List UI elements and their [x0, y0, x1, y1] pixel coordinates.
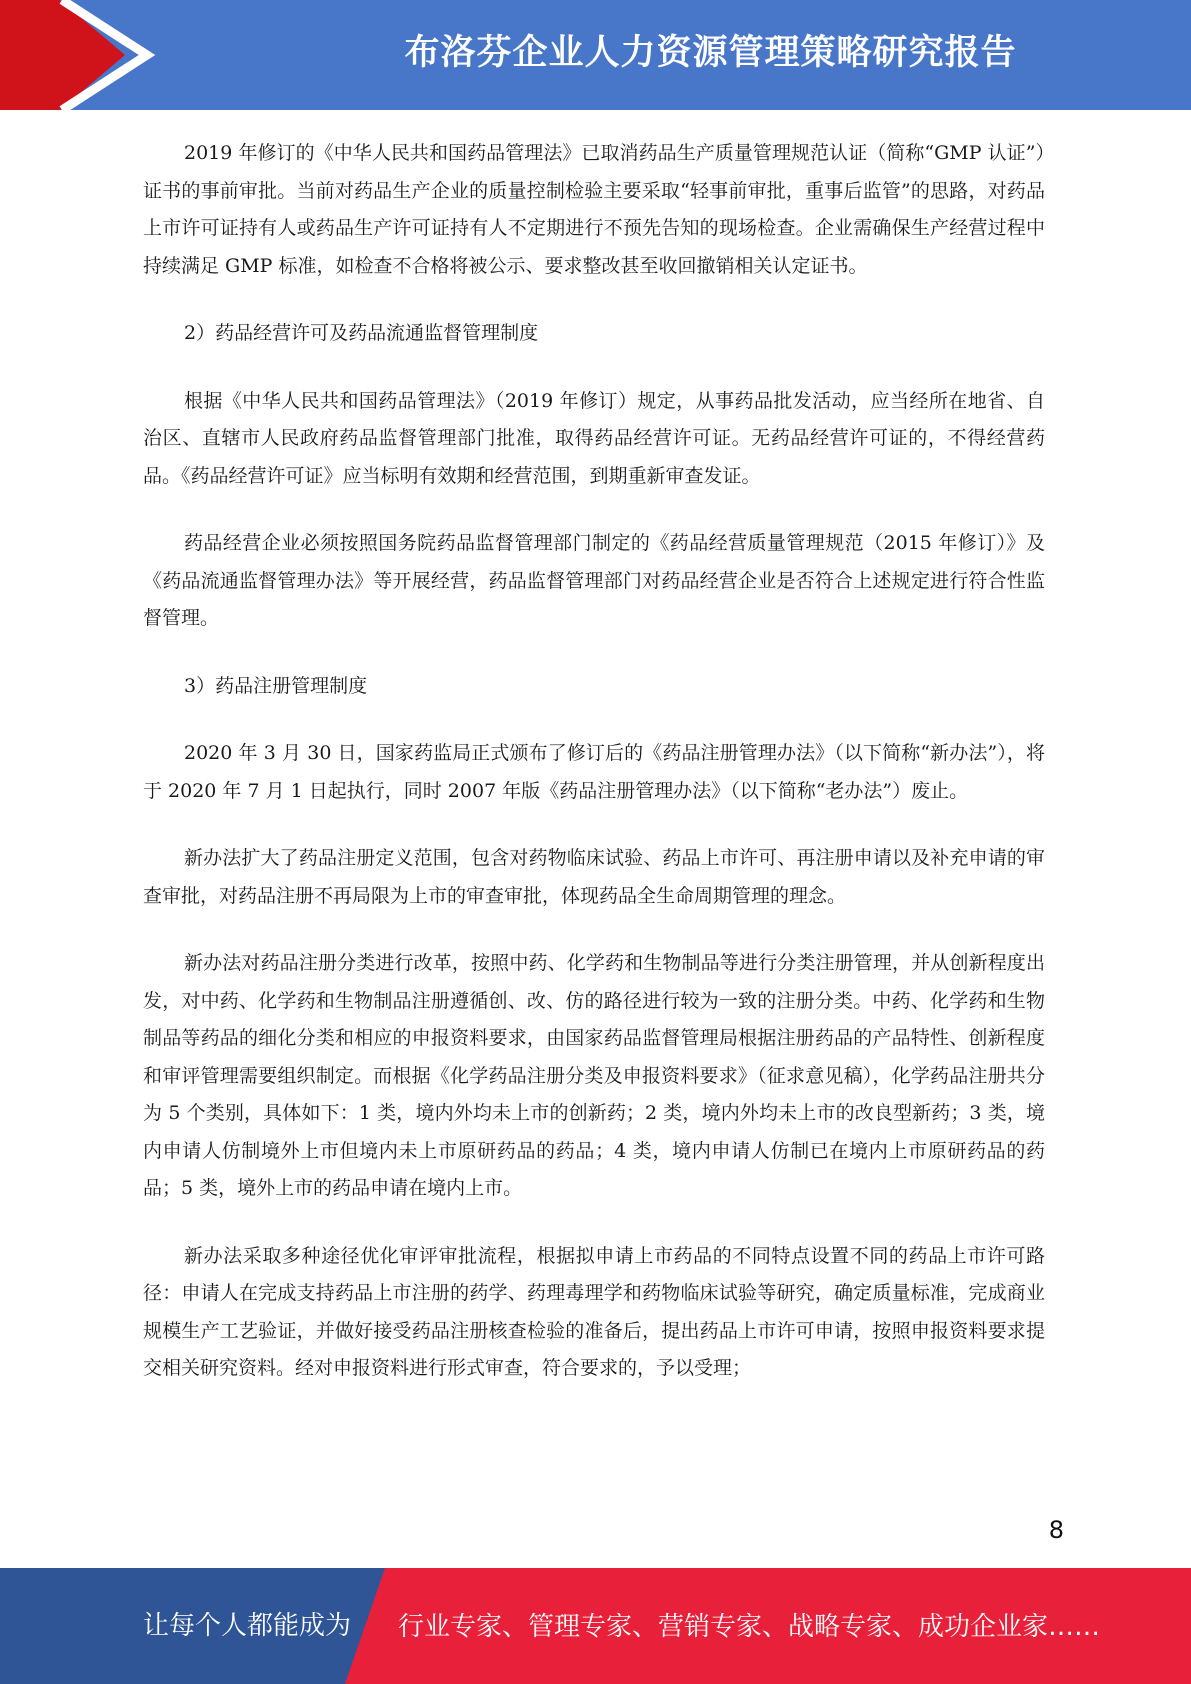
paragraph-scope: 新办法扩大了药品注册定义范围，包含对药物临床试验、药品上市许可、再注册申请以及补充申请的审查审批，对药品注册不再局限为上市的审查审批，体现药品全生命周期管理的理念。: [143, 847, 1045, 907]
footer-slogan-left: 让每个人都能成为: [143, 1611, 352, 1641]
paragraph-business-license: 根据《中华人民共和国药品管理法》（2019 年修订）规定，从事药品批发活动，应当经所在地省、自治区、直辖市人民政府药品监督管理部门批准，取得药品经营许可证。无药品经营许可证的，不得经营药品。《药品经营许可证》应当标明有效期和经营范围，到期重新审查发证。: [143, 389, 1045, 487]
page-footer: [0, 1568, 1191, 1684]
section-heading-distribution: 2）药品经营许可及药品流通监督管理制度: [184, 322, 539, 344]
paragraph-review-process: 新办法采取多种途径优化审评审批流程，根据拟申请上市药品的不同特点设置不同的药品上市许可路径：申请人在完成支持药品上市注册的药学、药理毒理学和药物临床试验等研究，确定质量标准，完成商业规模生产工艺验证，并做好接受药品注册核查检验的准备后，提出药品上市许可申请，按照申报资料要求提交相关研究资料。经对申报资料进行形式审查，符合要求的，予以受理；: [143, 1244, 1045, 1379]
section-heading-registration: 3）药品注册管理制度: [184, 674, 368, 697]
paragraph-gmp: 2019 年修订的《中华人民共和国药品管理法》已取消药品生产质量管理规范认证（简称“GMP 认证”）证书的事前审批。当前对药品生产企业的质量控制检验主要采取“轻事前审批，重事后监管”的思路，对药品上市许可证持有人或药品生产许可证持有人不定期进行不预先告知的现场检查。企业需确保生产经营过程中持续满足 GMP 标准，如检查不合格将被公示、要求整改甚至收回撤销相关认定证书。: [143, 142, 1045, 277]
document-body: [143, 135, 1045, 1418]
paragraph-classification: 新办法对药品注册分类进行改革，按照中药、化学药和生物制品等进行分类注册管理，并从创新程度出发，对中药、化学药和生物制品注册遵循创、改、仿的路径进行较为一致的注册分类。中药、化学药和生物制品等药品的细化分类和相应的申报资料要求，由国家药品监督管理局根据注册药品的产品特性、创新程度和审评管理需要组织制定。而根据《化学药品注册分类及申报资料要求》（征求意见稿），化学药品注册共分为 5 个类别，具体如下：1 类，境内外均未上市的创新药；2 类，境内外均未上市的改良型新药；3 类，境内申请人仿制境外上市但境内未上市原研药品的药品；4 类，境内申请人仿制已在境内上市原研药品的药品；5 类，境外上市的药品申请在境内上市。: [143, 952, 1045, 1199]
paragraph-new-regulation: 2020 年 3 月 30 日，国家药监局正式颁布了修订后的《药品注册管理办法》（以下简称“新办法”），将于 2020 年 7 月 1 日起执行，同时 2007 年版《药品注册管理办法》（以下简称“老办法”）废止。: [143, 742, 1045, 802]
report-title: 布洛芬企业人力资源管理策略研究报告: [404, 33, 1017, 73]
page-number: 8: [1048, 1516, 1064, 1544]
paragraph-gsp: 药品经营企业必须按照国务院药品监督管理部门制定的《药品经营质量管理规范（2015 年修订）》及《药品流通监督管理办法》等开展经营，药品监督管理部门对药品经营企业是否符合上述规定进行符合性监督管理。: [143, 532, 1045, 629]
header-arrow-decoration: [0, 0, 160, 110]
footer-slogan-right: 行业专家、管理专家、营销专家、战略专家、成功企业家……: [398, 1612, 1101, 1642]
page-header: [0, 0, 1191, 110]
